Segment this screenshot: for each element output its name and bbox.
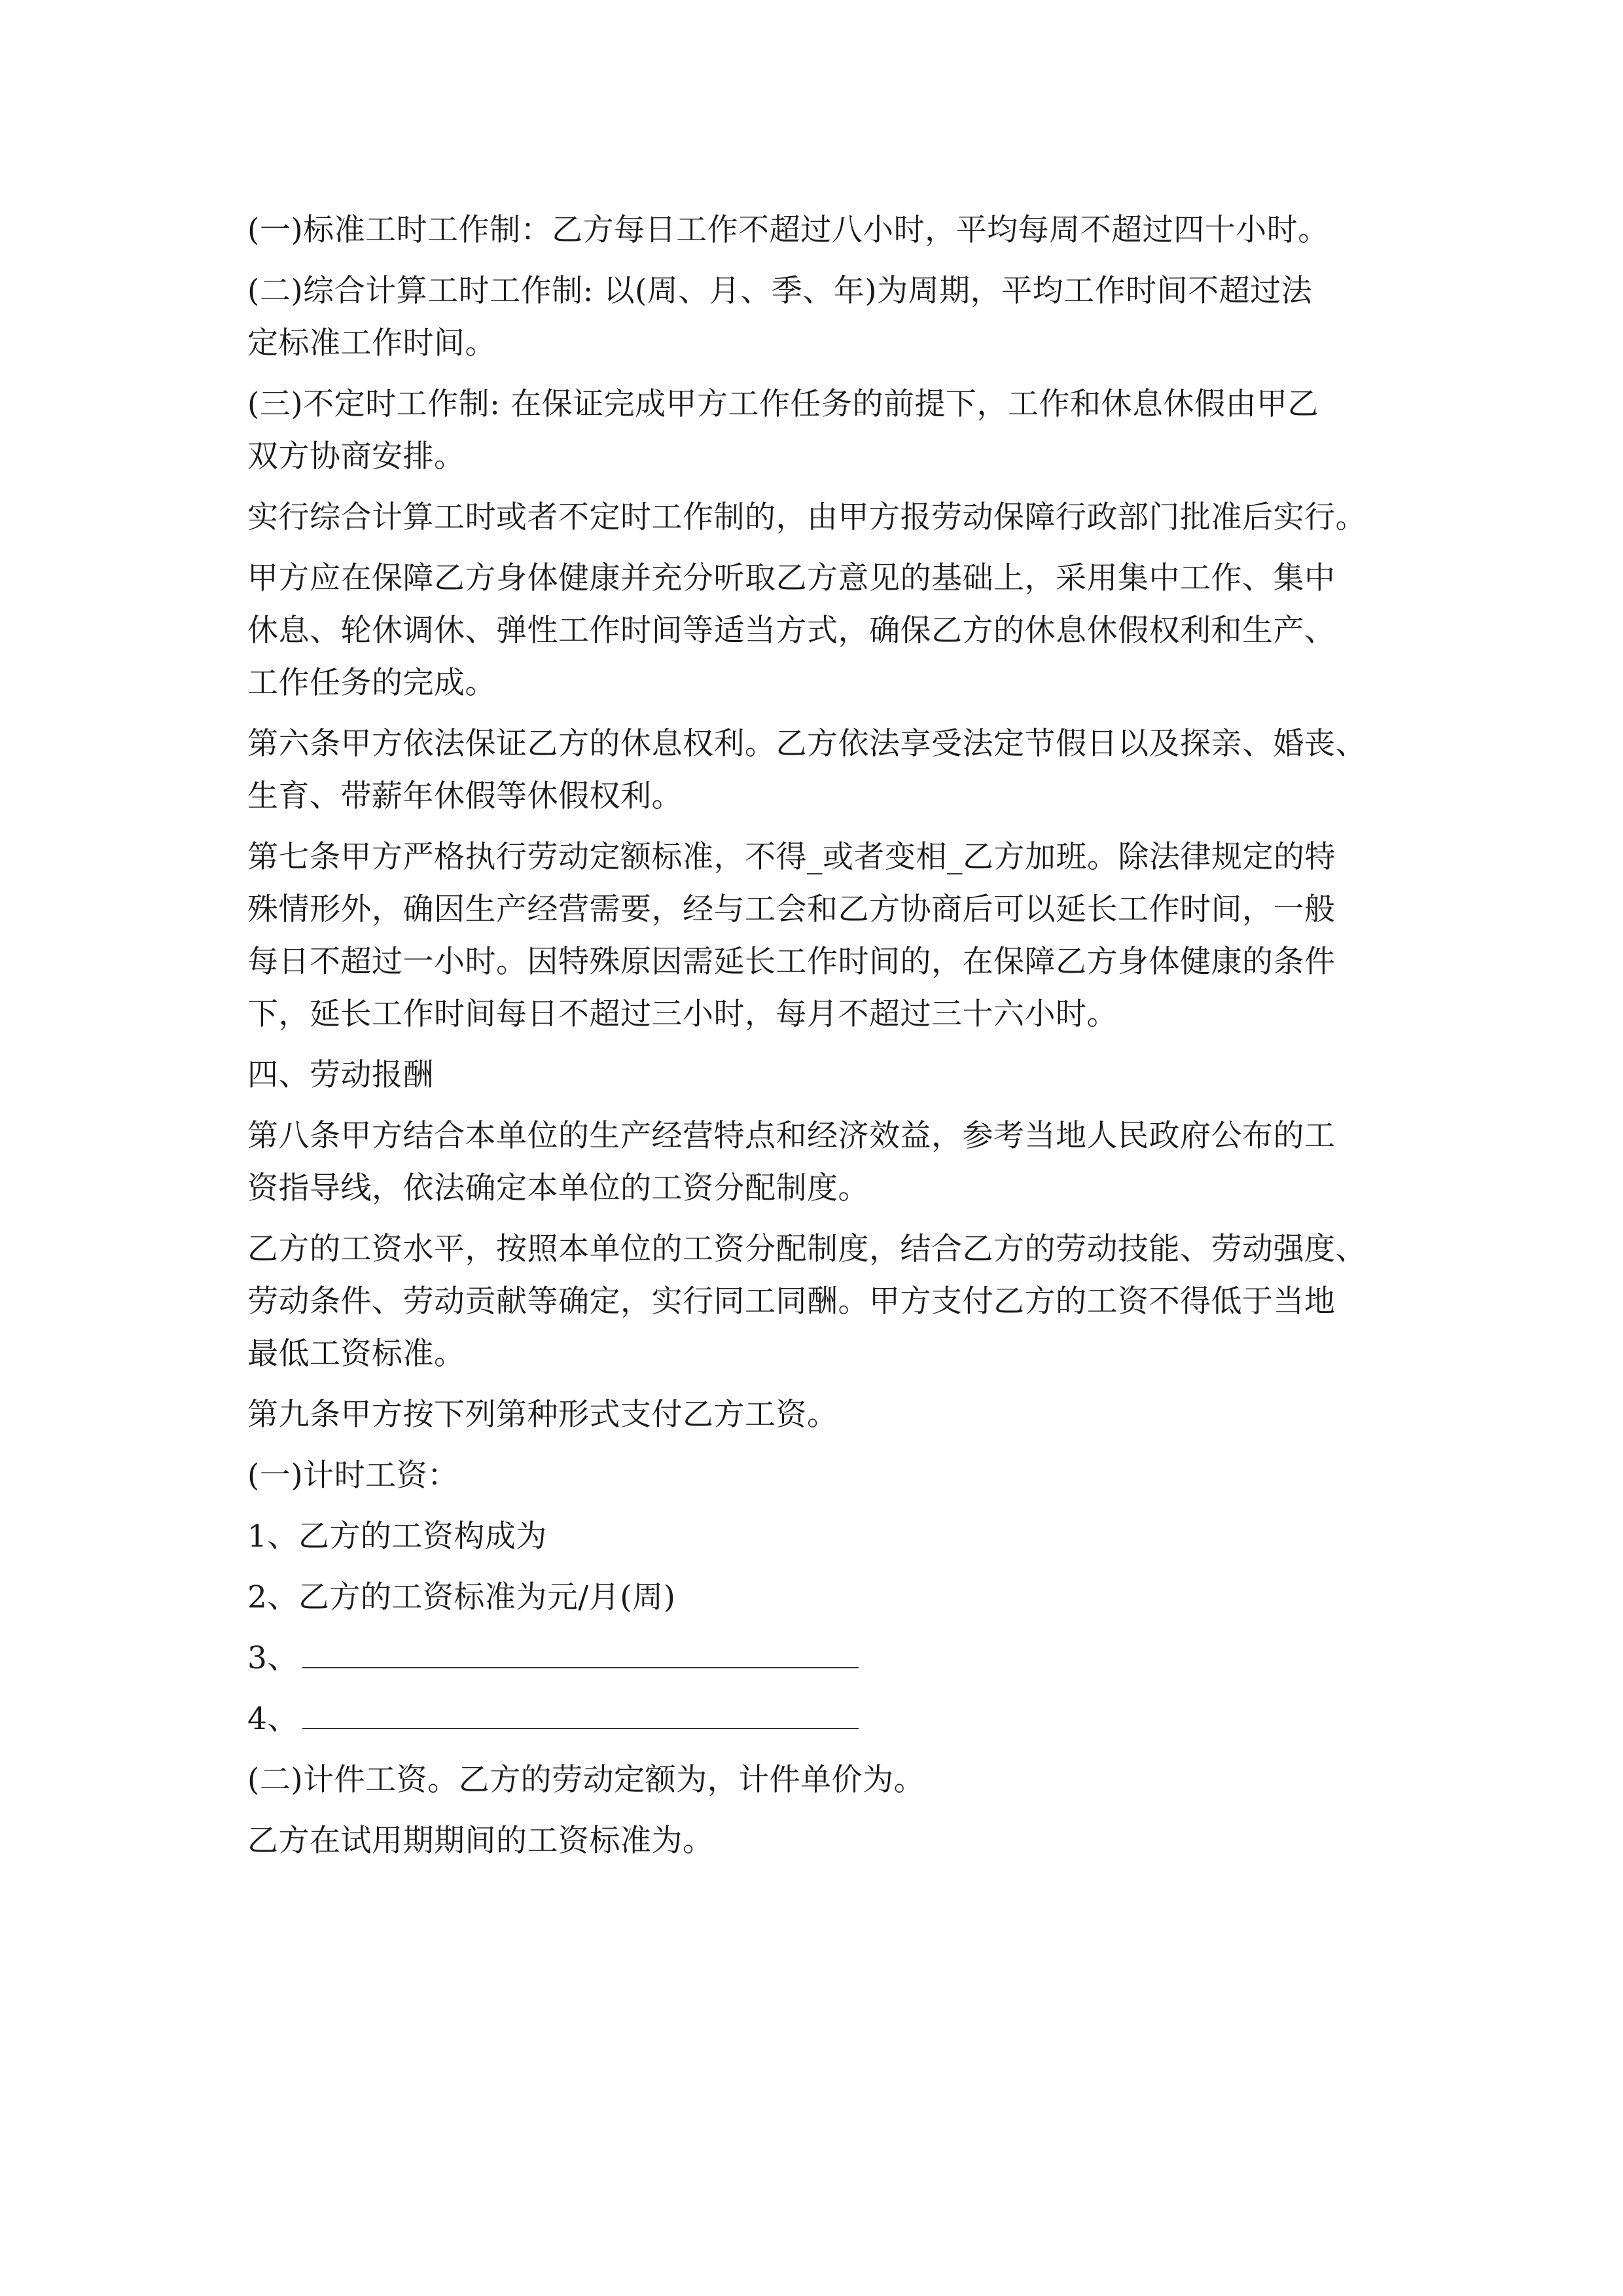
text-line: 第八条甲方结合本单位的生产经营特点和经济效益，参考当地人民政府公布的工 [247,1118,1336,1154]
text-line: 乙方的工资水平，按照本单位的工资分配制度，结合乙方的劳动技能、劳动强度、 [247,1231,1366,1267]
text-line: 最低工资标准。 [247,1336,465,1372]
text-line: (一)标准工时工作制：乙方每日工作不超过八小时，平均每周不超过四十小时。 [247,212,1329,248]
paragraph-article-9 [247,1389,1386,1441]
list-item-blank-4 [247,1693,1386,1746]
blank-item [247,1632,1386,1685]
text-line: 第九条甲方按下列第种形式支付乙方工资。 [247,1397,838,1433]
section-heading: 四、劳动报酬 [247,1057,434,1093]
item-number: 4、 [247,1701,298,1737]
text-line: 定标准工作时间。 [247,325,496,361]
text-line: 资指导线，依法确定本单位的工资分配制度。 [247,1170,869,1206]
text-line: 休息、轮休调休、弹性工作时间等适当方式，确保乙方的休息休假权利和生产、 [247,613,1336,649]
list-item-wage-composition [247,1511,1386,1563]
text-line: 2、乙方的工资标准为元/月(周) [247,1579,676,1615]
text-line: 双方协商安排。 [247,439,465,475]
item-number: 3、 [247,1640,298,1676]
section-heading-remuneration [247,1049,1386,1102]
text-line: (三)不定时工作制: 在保证完成甲方工作任务的前提下，工作和休息休假由甲乙 [247,386,1319,422]
paragraph-article-6 [247,718,1386,823]
paragraph-piece-wage [247,1754,1386,1806]
list-item-wage-standard [247,1571,1386,1624]
text-line: 乙方在试用期期间的工资标准为。 [247,1823,714,1859]
paragraph-rest-arrangement [247,552,1386,709]
text-line: 殊情形外，确因生产经营需要，经与工会和乙方协商后可以延长工作时间，一般 [247,891,1336,927]
paragraph-standard-hours [247,204,1386,257]
text-line: 甲方应在保障乙方身体健康并充分听取乙方意见的基础上，采用集中工作、集中 [247,560,1336,596]
blank-item [247,1693,1386,1746]
text-line: 第六条甲方依法保证乙方的休息权利。乙方依法享受法定节假日以及探亲、婚丧、 [247,726,1366,762]
paragraph-approval [247,492,1386,544]
fill-in-blank-line [302,1636,859,1668]
paragraph-hourly-wage [247,1450,1386,1502]
paragraph-flexible-hours [247,378,1386,483]
paragraph-article-7 [247,831,1386,1041]
text-line: (二)计件工资。乙方的劳动定额为，计件单价为。 [247,1762,925,1798]
text-line: 生育、带薪年休假等休假权利。 [247,778,683,814]
text-line: 实行综合计算工时或者不定时工作制的，由甲方报劳动保障行政部门批准后实行。 [247,499,1366,535]
list-item-blank-3 [247,1632,1386,1685]
text-line: 劳动条件、劳动贡献等确定，实行同工同酬。甲方支付乙方的工资不得低于当地 [247,1283,1336,1319]
fill-in-blank-line [302,1696,859,1729]
document-body [247,204,1386,1876]
text-line: (一)计时工资： [247,1458,459,1494]
text-line: 每日不超过一小时。因特殊原因需延长工作时间的，在保障乙方身体健康的条件 [247,944,1336,980]
text-line: (二)综合计算工时工作制: 以(周、月、季、年)为周期，平均工作时间不超过法 [247,273,1313,309]
text-line: 工作任务的完成。 [247,665,496,701]
paragraph-probation-wage [247,1815,1386,1867]
text-line: 1、乙方的工资构成为 [247,1518,547,1554]
paragraph-comprehensive-hours [247,265,1386,370]
text-line: 第七条甲方严格执行劳动定额标准，不得_或者变相_乙方加班。除法律规定的特 [247,839,1336,875]
paragraph-wage-level [247,1223,1386,1380]
paragraph-article-8 [247,1110,1386,1215]
text-line: 下，延长工作时间每日不超过三小时，每月不超过三十六小时。 [247,996,1118,1032]
